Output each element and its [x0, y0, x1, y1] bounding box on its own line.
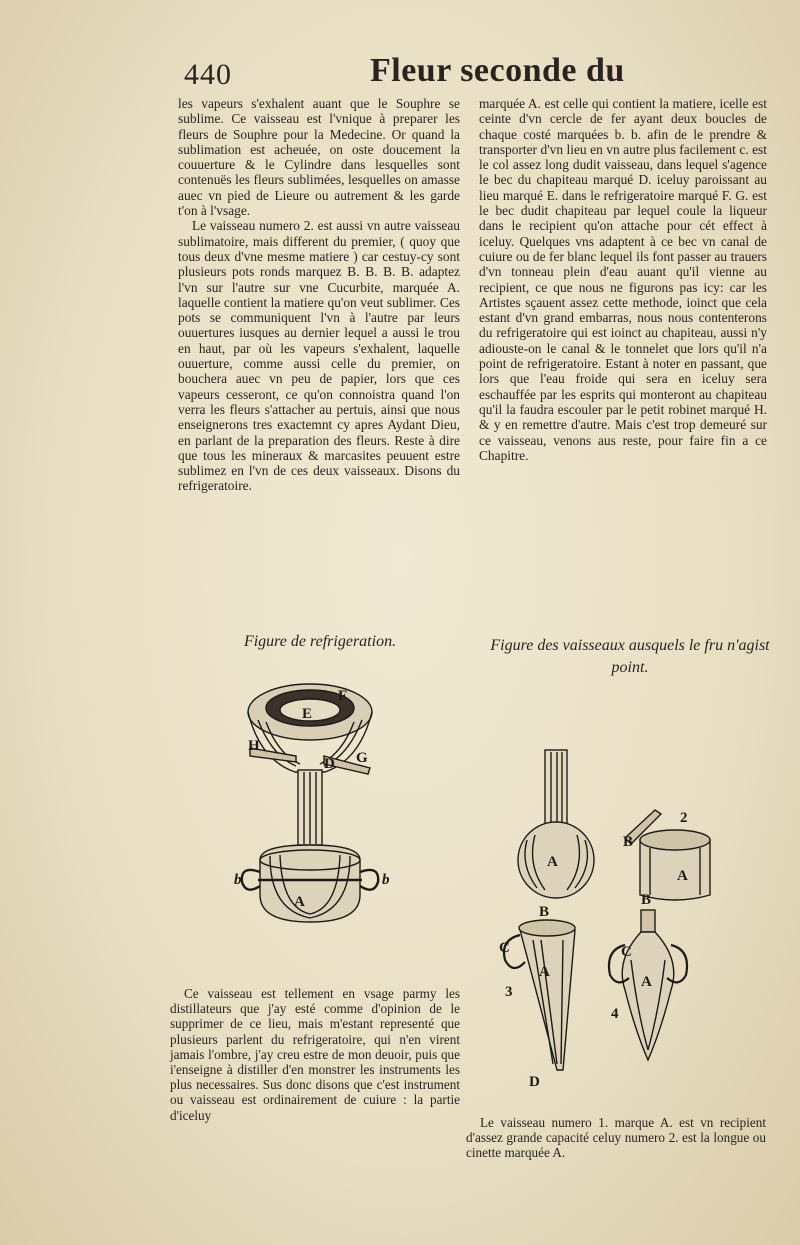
label-b-right: b — [382, 872, 390, 888]
label-2-B: B — [623, 834, 634, 850]
label-3-C: C — [499, 940, 510, 956]
figure-left-caption: Figure de refrigeration. — [243, 633, 397, 650]
vessels-illustration — [465, 690, 765, 1100]
label-4-number: 4 — [611, 1006, 619, 1022]
left-text-column — [178, 96, 460, 494]
page-number: 440 — [184, 58, 232, 91]
paragraph: Le vaisseau numero 2. est aussi vn autre vaisseau sublimatoire, mais different du premier, ( quoy que tous deux d'vne mesme matiere ) car cestuy-cy sont plusieurs pots ronds marquez B. B. B. B. adaptez l'vn sur l'autre sur vne Cucurbite, marquée A. laquelle contient la matiere qu'on veut sublimer. Ces pots se communiquent l'vn à l'autre par leurs ouuertures iusques au dernier lequel a aussi le trou en haut, par où les vapeurs s'exhalent, laquelle ouuerture, comme aussi celle du premier, on bouchera auec vn peu de papier, lors que ces vapeurs cesseront, ce qu'on connoistra quand l'on verra les fleurs s'attacher au pertuis, ainsi que nous enseignerons tres exactemnt cy apres Aydant Dieu, en parlant de la preparation des fleurs. Reste à dire que tous les mineraux & marcasites peuuent estre sublimez en l'vn de ces deux vaisseaux. Disons du refrigeratoire. — [178, 218, 460, 494]
right-text-column — [479, 96, 767, 463]
label-3-A: A — [539, 964, 550, 980]
paragraph: marquée A. est celle qui contient la matiere, icelle est ceinte d'vn cercle de fer ayant deux boucles de chaque costé marquées b. b. afin de le prendre & transporter d'vn lieu en vn autre plus facilement c. est le col assez long dudit vaisseau, dans lequel s'agence le bec du chapiteau marqué D. iceluy paroissant au lieu marqué E. dans le refrigeratoire marqué F. G. est le bec dudit chapiteau par lequel coule la liqueur dans le recipient qu'on attache pour cét effect à iceluy. Quelques vns adaptent à ce bec vn canal de cuiure ou de fer blanc lequel ils font passer au trauers d'vn tonneau plein d'eau auant qu'il vienne au recipient, ce que nous ne figurons pas icy: car les Artistes sçauent assez cette methode, ioinct que cela estant d'vn grand embarras, nous nous contenterons du refrigeratoire qui est ioinct au chapiteau, aussi n'y adiouste-on le canal & le tonnelet que lors qu'il n'a point de refrigeratoire. Estant à noter en passant, que lors que l'eau froide qui sera en iceluy sera eschauffée par les esprits qui monteront au chapiteau qu'il la faudra escouler par le petit robinet marqué H. & y en remettre d'autre. Mais c'est trop demeuré sur ce vaisseau, venons aus reste, pour faire fin a ce Chapitre. — [479, 96, 767, 463]
label-H: H — [248, 738, 260, 754]
label-4-B: B — [641, 892, 652, 908]
label-3-B: B — [539, 904, 550, 920]
label-2-number: 2 — [680, 810, 688, 826]
label-3-number: 3 — [505, 984, 513, 1000]
refrigeratory-illustration — [200, 660, 460, 980]
label-D: D — [324, 756, 335, 772]
label-3-D: D — [529, 1074, 540, 1090]
label-1-A: A — [547, 854, 558, 870]
label-A: A — [294, 894, 305, 910]
running-head: Fleur seconde du — [370, 52, 625, 89]
label-2-A: A — [677, 868, 688, 884]
page-header — [172, 52, 632, 96]
bottom-left-text — [170, 986, 460, 1123]
paragraph: Le vaisseau numero 1. marque A. est vn recipient d'assez grande capacité celuy numero 2. est la longue ou cinette marquée A. — [466, 1115, 766, 1161]
label-4-A: A — [641, 974, 652, 990]
label-E: E — [302, 706, 313, 722]
label-4-C: C — [621, 944, 632, 960]
figure-right-caption: Figure des vaisseaux ausquels le fru n'agist point. — [490, 637, 770, 676]
label-b-left: b — [234, 872, 242, 888]
label-G: G — [356, 750, 368, 766]
bottom-right-text — [466, 1115, 766, 1161]
paragraph: Ce vaisseau est tellement en vsage parmy les distillateurs que j'ay esté comme d'opinion de le supprimer de ce lieu, mais m'estant representé que plusieurs parlent du refrigeratoire, qui n'en virent jamais l'ombre, j'ay creu estre de mon deuoir, puis que i'enseigne à distiller d'en monstrer les instruments les plus necessaires. Sus donc disons que c'est instrument ou vaisseau est ordinairement de cuiure : la partie d'iceluy — [170, 986, 460, 1123]
label-F: F — [338, 688, 348, 704]
paragraph: les vapeurs s'exhalent auant que le Souphre se sublime. Ce vaisseau est l'vnique à preparer les fleurs de Souphre pour la Medecine. Or quand la sublimation est acheuée, on oste doucement la couuerture & le Cylindre dans lesquelles sont contenuës les fleurs sublimées, lesquelles on amasse auec vn pied de Lieure ou autrement & les garde t'on à l'vsage. — [178, 96, 460, 219]
